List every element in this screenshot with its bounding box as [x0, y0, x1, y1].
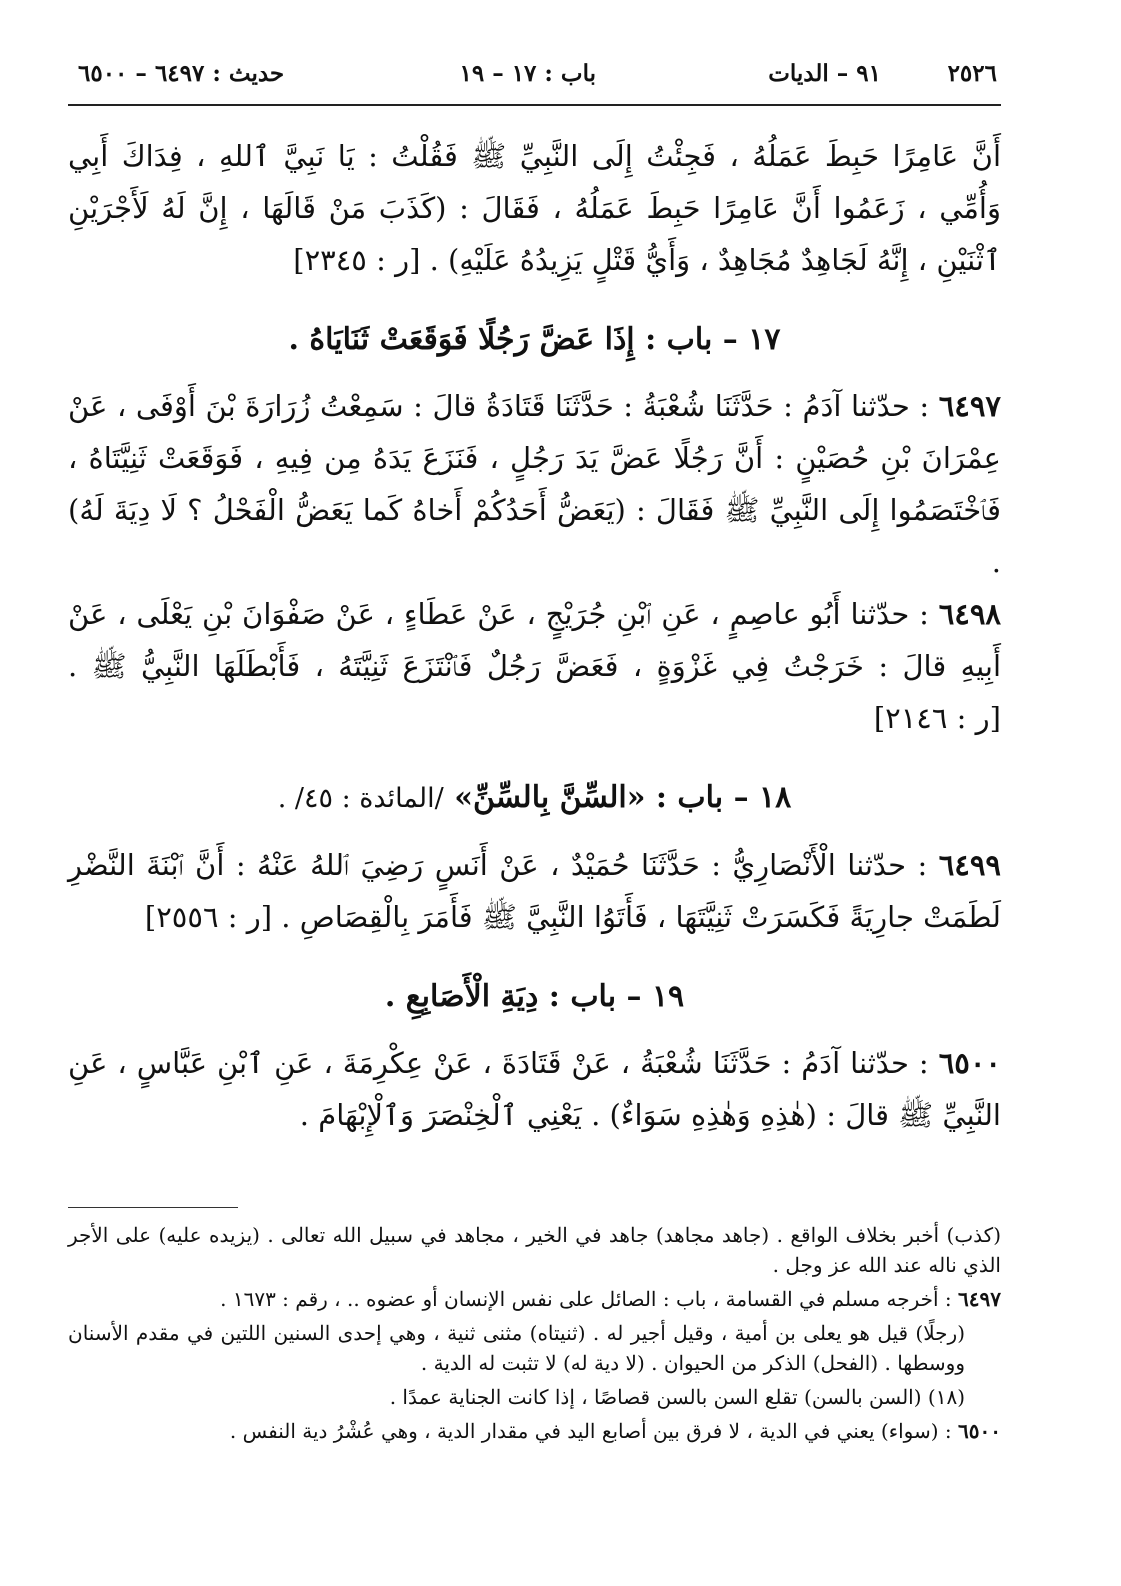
chapter-label: ١٧ – باب : — [645, 322, 781, 357]
footnote-text: : (سواء) يعني في الدية ، لا فرق بين أصابع اليد في مقدار الدية ، وهي عُشْرُ دية النفس . — [229, 1419, 952, 1443]
chapter-heading-18 — [68, 772, 1001, 825]
chapter-heading-17 — [68, 314, 1001, 366]
hadith-6498 — [68, 588, 1001, 744]
hadith-number: ٦٤٩٧ — [938, 389, 1001, 423]
footnote-number: ٦٥٠٠ — [958, 1419, 1001, 1443]
footnote: (رجلًا) قيل هو يعلى بن أمية ، وقيل أجير له . (ثنيتاه) مثنى ثنية ، وهي إحدى السنين اللتين في مقدم الأسنان ووسطها . (الفحل) الذكر من الحيوان . (لا دية له) لا تثبت له الدية . — [68, 1321, 965, 1375]
main-text — [68, 130, 1001, 1141]
bab-range: باب : ١٧ – ١٩ — [459, 60, 596, 87]
footnote-rule — [68, 1207, 238, 1208]
footnote-number: ٦٤٩٧ — [958, 1287, 1001, 1311]
hadith-text: : حدّثنا آدَمُ : حَدَّثَنَا شُعْبَةُ ، عَنْ قَتَادَةَ ، عَنْ عِكْرِمَةَ ، عَنِ ٱبْنِ عَبَّاسٍ ، عَنِ النَّبِيِّ ﷺ قالَ : (هٰذِهِ وَهٰذِهِ سَوَاءٌ) . يَعْنِي ٱلْخِنْصَرَ وَٱلْإِبْهَامَ . — [68, 1046, 1001, 1132]
hadith-6497 — [68, 380, 1001, 588]
hadith-range: حديث : ٦٤٩٧ – ٦٥٠٠ — [78, 60, 285, 87]
chapter-title: «السِّنَّ بِالسِّنِّ» — [454, 780, 646, 815]
book-page — [68, 0, 1001, 1586]
hadith-number: ٦٥٠٠ — [938, 1046, 1001, 1080]
cross-reference: [ر : ٢٥٥٦] — [144, 900, 273, 934]
hadith-number: ٦٤٩٨ — [938, 597, 1002, 631]
footnote: (كذب) أخبر بخلاف الواقع . (جاهد مجاهد) جاهد في الخير ، مجاهد في سبيل الله تعالى . (يزيده عليه) على الأجر الذي ناله عند الله عز وجل . — [68, 1223, 1002, 1277]
hadith-6499 — [68, 839, 1001, 943]
chapter-heading-19 — [68, 971, 1001, 1023]
cross-reference: [ر : ٢٣٤٥] — [293, 243, 421, 277]
chapter-label: ١٨ – باب : — [655, 780, 792, 815]
footnotes — [68, 1220, 1001, 1450]
hadith-text: : حدّثنا الْأَنْصَارِيُّ : حَدَّثَنَا حُمَيْدٌ ، عَنْ أَنَسٍ رَضِيَ ٱللهُ عَنْهُ : أَنَّ ٱبْنَةَ النَّضْرِ لَطَمَتْ جارِيَةً فَكَسَرَتْ ثَنِيَّتَهَا ، فَأَتَوُا النَّبِيَّ ﷺ فَأَمَرَ بِالْقِصَاصِ . — [68, 848, 1001, 934]
page-number: ٢٥٢٦ — [947, 60, 997, 87]
chapter-title: دِيَةِ الْأَصَابِعِ . — [384, 979, 539, 1014]
footnote — [68, 1284, 1001, 1314]
footnote-text: : أخرجه مسلم في القسامة ، باب : الصائل على نفس الإنسان أو عضوه .. ، رقم : ١٦٧٣ . — [220, 1287, 952, 1311]
continuation-paragraph — [68, 130, 1001, 286]
running-header — [68, 52, 1001, 96]
footnote: (١٨) (السن بالسن) تقلع السن بالسن قصاصًا ، إذا كانت الجناية عمدًا . — [389, 1385, 965, 1409]
hadith-text: : حدّثنا أَبُو عاصِمٍ ، عَنِ ٱبْنِ جُرَيْجٍ ، عَنْ عَطَاءٍ ، عَنْ صَفْوَانَ بْنِ يَعْلَى ، عَنْ أَبِيهِ قالَ : خَرَجْتُ فِي غَزْوَةٍ ، فَعَضَّ رَجُلٌ فَٱنْتَزَعَ ثَنِيَّتَهُ ، فَأَبْطَلَهَا النَّبِيُّ ﷺ . — [68, 597, 1001, 683]
chapter-title: إِذَا عَضَّ رَجُلًا فَوَقَعَتْ ثَنَايَاهُ . — [288, 322, 635, 357]
continuation-text: أَنَّ عَامِرًا حَبِطَ عَمَلُهُ ، فَجِئْتُ إِلَى النَّبِيِّ ﷺ فَقُلْتُ : يَا نَبِيَّ ٱللهِ ، فِدَاكَ أَبِي وَأُمِّي ، زَعَمُوا أَنَّ عَامِرًا حَبِطَ عَمَلُهُ ، فَقَالَ : (كَذَبَ مَنْ قَالَهَا ، إِنَّ لَهُ لَأَجْرَيْنِ ٱثْنَيْنِ ، إِنَّهُ لَجَاهِدٌ مُجَاهِدٌ ، وَأَيُّ قَتْلٍ يَزِيدُهُ عَلَيْهِ) . — [68, 139, 1001, 277]
chapter-label: ١٩ – باب : — [548, 979, 685, 1014]
hadith-6500 — [68, 1037, 1001, 1141]
hadith-number: ٦٤٩٩ — [938, 848, 1001, 882]
footnote — [68, 1416, 1001, 1446]
book-title: ٩١ – الديات — [768, 60, 881, 87]
quran-reference: /المائدة : ٤٥/ . — [277, 783, 444, 814]
hadith-text: : حدّثنا آدَمُ : حَدَّثَنَا شُعْبَةُ : حَدَّثَنَا قَتَادَةُ قالَ : سَمِعْتُ زُرَارَةَ بْنَ أَوْفَى ، عَنْ عِمْرَانَ بْنِ حُصَيْنٍ : أَنَّ رَجُلًا عَضَّ يَدَ رَجُلٍ ، فَنَزَعَ يَدَهُ مِن فِيهِ ، فَوَقَعَتْ ثَنِيَّتَاهُ ، فَٱخْتَصَمُوا إِلَى النَّبِيِّ ﷺ فَقَالَ : (يَعَضُّ أَحَدُكُمْ أَخاهُ كَما يَعَضُّ الْفَحْلُ ؟ لَا دِيَةَ لَهُ) . — [68, 389, 1001, 579]
cross-reference: [ر : ٢١٤٦] — [873, 701, 1001, 735]
header-rule — [68, 104, 1001, 106]
